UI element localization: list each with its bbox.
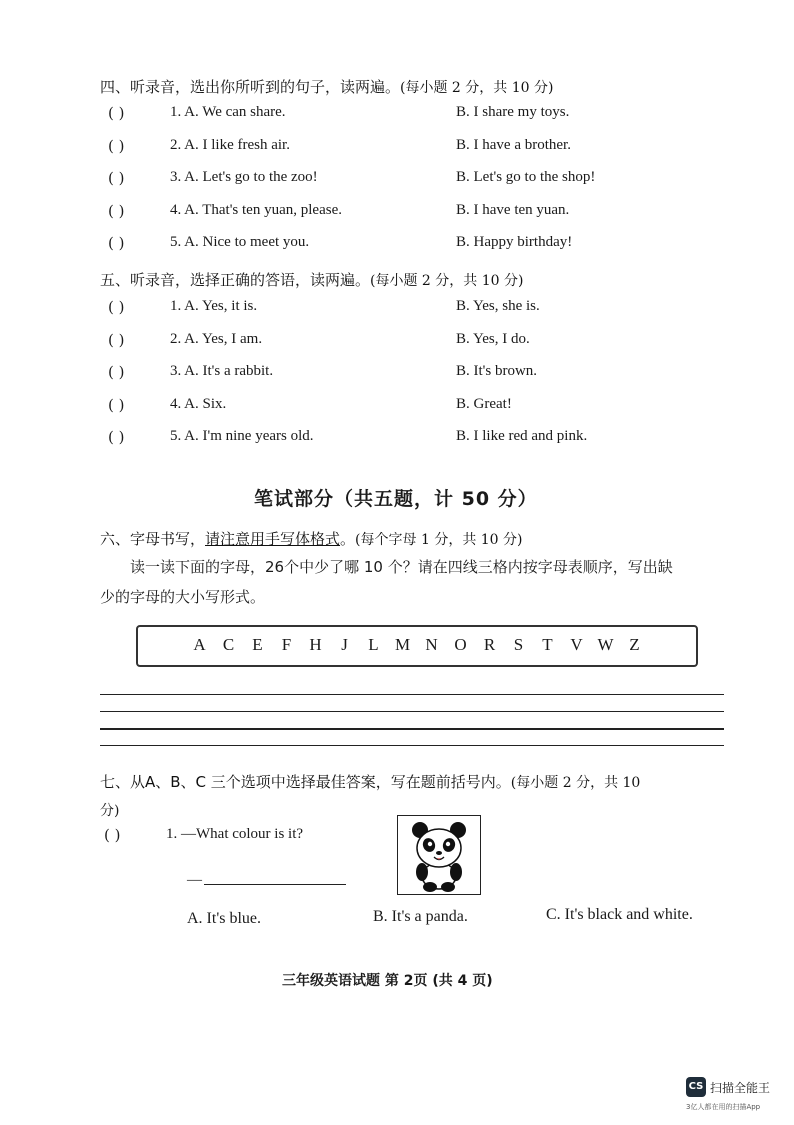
section4-title-text: 四、听录音，选出你所听到的句子，读两遍。 bbox=[100, 78, 401, 96]
section6-title bbox=[100, 528, 523, 549]
answer-paren[interactable]: ( ) bbox=[108, 395, 125, 414]
option-a: 2. A. Yes, I am. bbox=[170, 330, 263, 347]
answer-paren[interactable]: ( ) bbox=[108, 201, 125, 220]
section6-instruction-2: 少的字母的大小写形式。 bbox=[100, 588, 266, 606]
q1-option-a: A. It's blue. bbox=[187, 910, 261, 927]
letter: S bbox=[513, 635, 524, 654]
option-a: 3. A. It's a rabbit. bbox=[170, 363, 274, 379]
section6-note: (每个字母 1 分，共 10 分) bbox=[355, 532, 523, 548]
scanner-logo-icon: CS bbox=[686, 1077, 706, 1097]
section7-note-1: (每小题 2 分，共 10 bbox=[510, 775, 641, 791]
writing-line-2 bbox=[100, 711, 724, 712]
letter: T bbox=[542, 635, 553, 654]
q1-answer-line[interactable] bbox=[204, 884, 346, 885]
letter: W bbox=[597, 635, 614, 654]
section6-suffix: 。 bbox=[340, 530, 356, 548]
answer-paren[interactable]: ( ) bbox=[108, 363, 125, 381]
section6-prefix: 六、字母书写， bbox=[100, 530, 206, 548]
answer-paren[interactable]: ( ) bbox=[108, 234, 125, 252]
answer-paren[interactable]: ( ) bbox=[108, 330, 125, 349]
scanner-tagline: 3亿人都在用的扫描App bbox=[686, 1103, 761, 1111]
section6-underlined: 请注意用手写体格式 bbox=[205, 530, 341, 548]
section5-title bbox=[100, 269, 523, 290]
answer-paren[interactable]: ( ) bbox=[108, 169, 125, 187]
letter: R bbox=[483, 635, 496, 654]
section4-title bbox=[100, 76, 553, 97]
option-b: B. Let's go to the shop! bbox=[456, 169, 596, 185]
option-a: 1. A. We can share. bbox=[170, 104, 286, 120]
q1-answer-paren[interactable]: ( ) bbox=[104, 826, 121, 844]
letter: M bbox=[394, 635, 411, 654]
option-a: 1. A. Yes, it is. bbox=[170, 298, 258, 314]
answer-paren[interactable]: ( ) bbox=[108, 298, 125, 316]
option-a: 4. A. That's ten yuan, please. bbox=[170, 201, 342, 218]
answer-paren[interactable]: ( ) bbox=[108, 428, 125, 446]
letter: N bbox=[425, 635, 438, 654]
q1-option-c: C. It's black and white. bbox=[546, 906, 693, 923]
section5-title-text: 五、听录音，选择正确的答语，读两遍。 bbox=[100, 271, 371, 289]
section7-title-text: 七、从A、B、C 三个选项中选择最佳答案，写在题前括号内。 bbox=[100, 773, 511, 791]
letter: L bbox=[368, 635, 379, 654]
letters-box bbox=[136, 625, 698, 667]
section5-note: (每小题 2 分，共 10 分) bbox=[370, 273, 524, 289]
letter: J bbox=[341, 635, 348, 654]
letter: H bbox=[309, 635, 322, 654]
section4-note: (每小题 2 分，共 10 分) bbox=[400, 80, 554, 96]
option-b: B. Great! bbox=[456, 395, 512, 412]
option-a: 5. A. I'm nine years old. bbox=[170, 428, 314, 444]
letter: F bbox=[281, 635, 292, 654]
option-b: B. I have a brother. bbox=[456, 136, 571, 153]
scanner-brand: 扫描全能王 bbox=[710, 1081, 771, 1095]
option-a: 2. A. I like fresh air. bbox=[170, 136, 290, 153]
section7-title bbox=[100, 771, 640, 792]
option-a: 5. A. Nice to meet you. bbox=[170, 234, 310, 250]
option-a: 3. A. Let's go to the zoo! bbox=[170, 169, 318, 185]
answer-paren[interactable]: ( ) bbox=[108, 136, 125, 155]
page-footer: 三年级英语试题 第 2页 (共 4 页) bbox=[282, 973, 493, 989]
option-b: B. Yes, she is. bbox=[456, 298, 540, 314]
writing-line-1 bbox=[100, 694, 724, 695]
section6-instruction-1: 读一读下面的字母，26个中少了哪 10 个？请在四线三格内按字母表顺序，写出缺 bbox=[130, 558, 673, 576]
writing-line-3[interactable] bbox=[100, 728, 724, 730]
panda-icon bbox=[398, 816, 480, 894]
letter: A bbox=[193, 635, 206, 654]
option-a: 4. A. Six. bbox=[170, 395, 227, 412]
option-b: B. Happy birthday! bbox=[456, 234, 573, 250]
q1-option-b: B. It's a panda. bbox=[373, 908, 468, 925]
writing-line-4 bbox=[100, 745, 724, 746]
q1-dash: — bbox=[187, 872, 202, 888]
answer-paren[interactable]: ( ) bbox=[108, 104, 125, 122]
written-heading: 笔试部分（共五题，计 50 分） bbox=[254, 488, 538, 510]
letter: Z bbox=[629, 635, 640, 654]
option-b: B. It's brown. bbox=[456, 363, 538, 379]
letter: C bbox=[222, 635, 235, 654]
letter: O bbox=[454, 635, 467, 654]
option-b: B. I share my toys. bbox=[456, 104, 570, 120]
option-b: B. I have ten yuan. bbox=[456, 201, 570, 218]
panda-picture bbox=[397, 815, 481, 895]
letter: E bbox=[252, 635, 263, 654]
q1-question: 1. —What colour is it? bbox=[166, 826, 304, 842]
option-b: B. Yes, I do. bbox=[456, 330, 530, 347]
section7-note-2: 分) bbox=[100, 803, 120, 819]
letters-row bbox=[138, 635, 696, 655]
letter: V bbox=[570, 635, 583, 654]
option-b: B. I like red and pink. bbox=[456, 428, 588, 444]
